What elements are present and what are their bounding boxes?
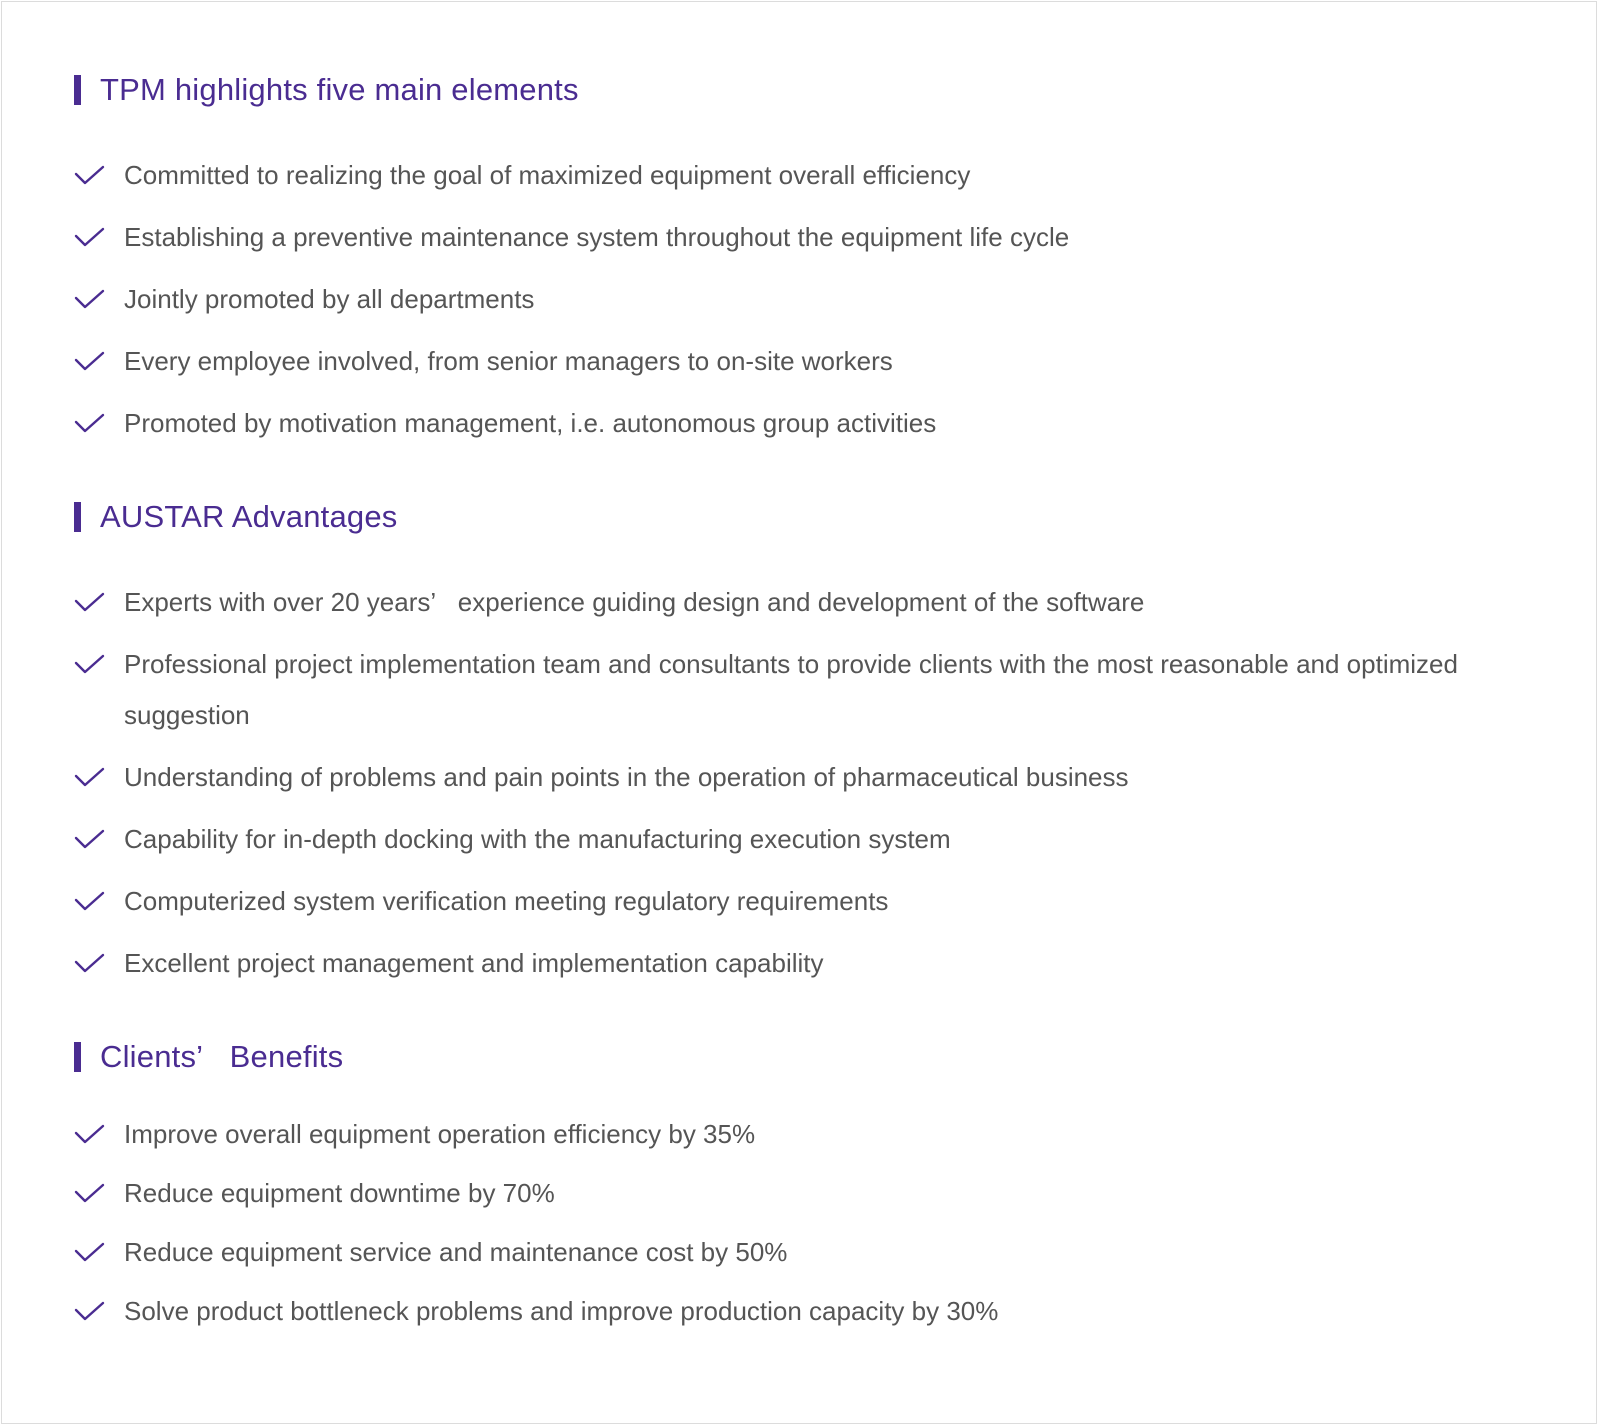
heading-bar <box>74 1042 81 1072</box>
list-item <box>74 274 1554 325</box>
heading-bar <box>74 75 81 105</box>
list-item <box>74 938 1554 989</box>
list-item-text: Reduce equipment downtime by 70% <box>124 1178 555 1208</box>
section-heading <box>74 497 1554 537</box>
list-item <box>74 336 1554 387</box>
section-title: Clients’ Benefits <box>100 1039 344 1074</box>
section-austar-advantages <box>74 497 1554 989</box>
list-item <box>74 814 1554 865</box>
section-title: AUSTAR Advantages <box>100 499 398 534</box>
list-item-text: Establishing a preventive maintenance system throughout the equipment life cycle <box>124 222 1070 252</box>
list-item <box>74 212 1554 263</box>
heading-bar <box>74 502 81 532</box>
list-item-text: Professional project implementation team and consultants to provide clients with the most reasonable and optimized suggestion <box>124 649 1458 730</box>
check-icon <box>74 1123 106 1147</box>
check-icon <box>74 1241 106 1265</box>
list-item <box>74 1168 1554 1219</box>
section-tpm-elements <box>74 70 1554 449</box>
list-item-text: Computerized system verification meeting regulatory requirements <box>124 886 889 916</box>
list-item-text: Capability for in-depth docking with the manufacturing execution system <box>124 824 951 854</box>
check-icon <box>74 164 106 188</box>
section-clients-benefits <box>74 1037 1554 1337</box>
checklist <box>74 1109 1554 1337</box>
list-item <box>74 752 1554 803</box>
section-heading <box>74 70 1554 110</box>
checklist <box>74 577 1554 989</box>
list-item <box>74 398 1554 449</box>
list-item-text: Promoted by motivation management, i.e. autonomous group activities <box>124 408 937 438</box>
list-item-text: Solve product bottleneck problems and improve production capacity by 30% <box>124 1296 999 1326</box>
list-item-text: Experts with over 20 years’ experience guiding design and development of the software <box>124 587 1145 617</box>
section-title: TPM highlights five main elements <box>100 72 579 107</box>
list-item-text: Committed to realizing the goal of maximized equipment overall efficiency <box>124 160 971 190</box>
check-icon <box>74 288 106 312</box>
check-icon <box>74 350 106 374</box>
list-item-text: Understanding of problems and pain points in the operation of pharmaceutical business <box>124 762 1129 792</box>
list-item-text: Reduce equipment service and maintenance cost by 50% <box>124 1237 788 1267</box>
list-item <box>74 1286 1554 1337</box>
list-item <box>74 1109 1554 1160</box>
list-item <box>74 876 1554 927</box>
check-icon <box>74 1300 106 1324</box>
list-item-text: Every employee involved, from senior managers to on-site workers <box>124 346 893 376</box>
check-icon <box>74 412 106 436</box>
list-item <box>74 1227 1554 1278</box>
check-icon <box>74 226 106 250</box>
section-heading <box>74 1037 1554 1077</box>
list-item <box>74 150 1554 201</box>
checklist <box>74 150 1554 449</box>
list-item <box>74 577 1554 628</box>
list-item <box>74 639 1554 741</box>
content-body <box>74 70 1554 1345</box>
list-item-text: Improve overall equipment operation efficiency by 35% <box>124 1119 756 1149</box>
check-icon <box>74 952 106 976</box>
check-icon <box>74 1182 106 1206</box>
check-icon <box>74 766 106 790</box>
check-icon <box>74 591 106 615</box>
list-item-text: Excellent project management and implementation capability <box>124 948 824 978</box>
content-card <box>1 1 1597 1424</box>
check-icon <box>74 828 106 852</box>
list-item-text: Jointly promoted by all departments <box>124 284 535 314</box>
check-icon <box>74 890 106 914</box>
check-icon <box>74 653 106 677</box>
